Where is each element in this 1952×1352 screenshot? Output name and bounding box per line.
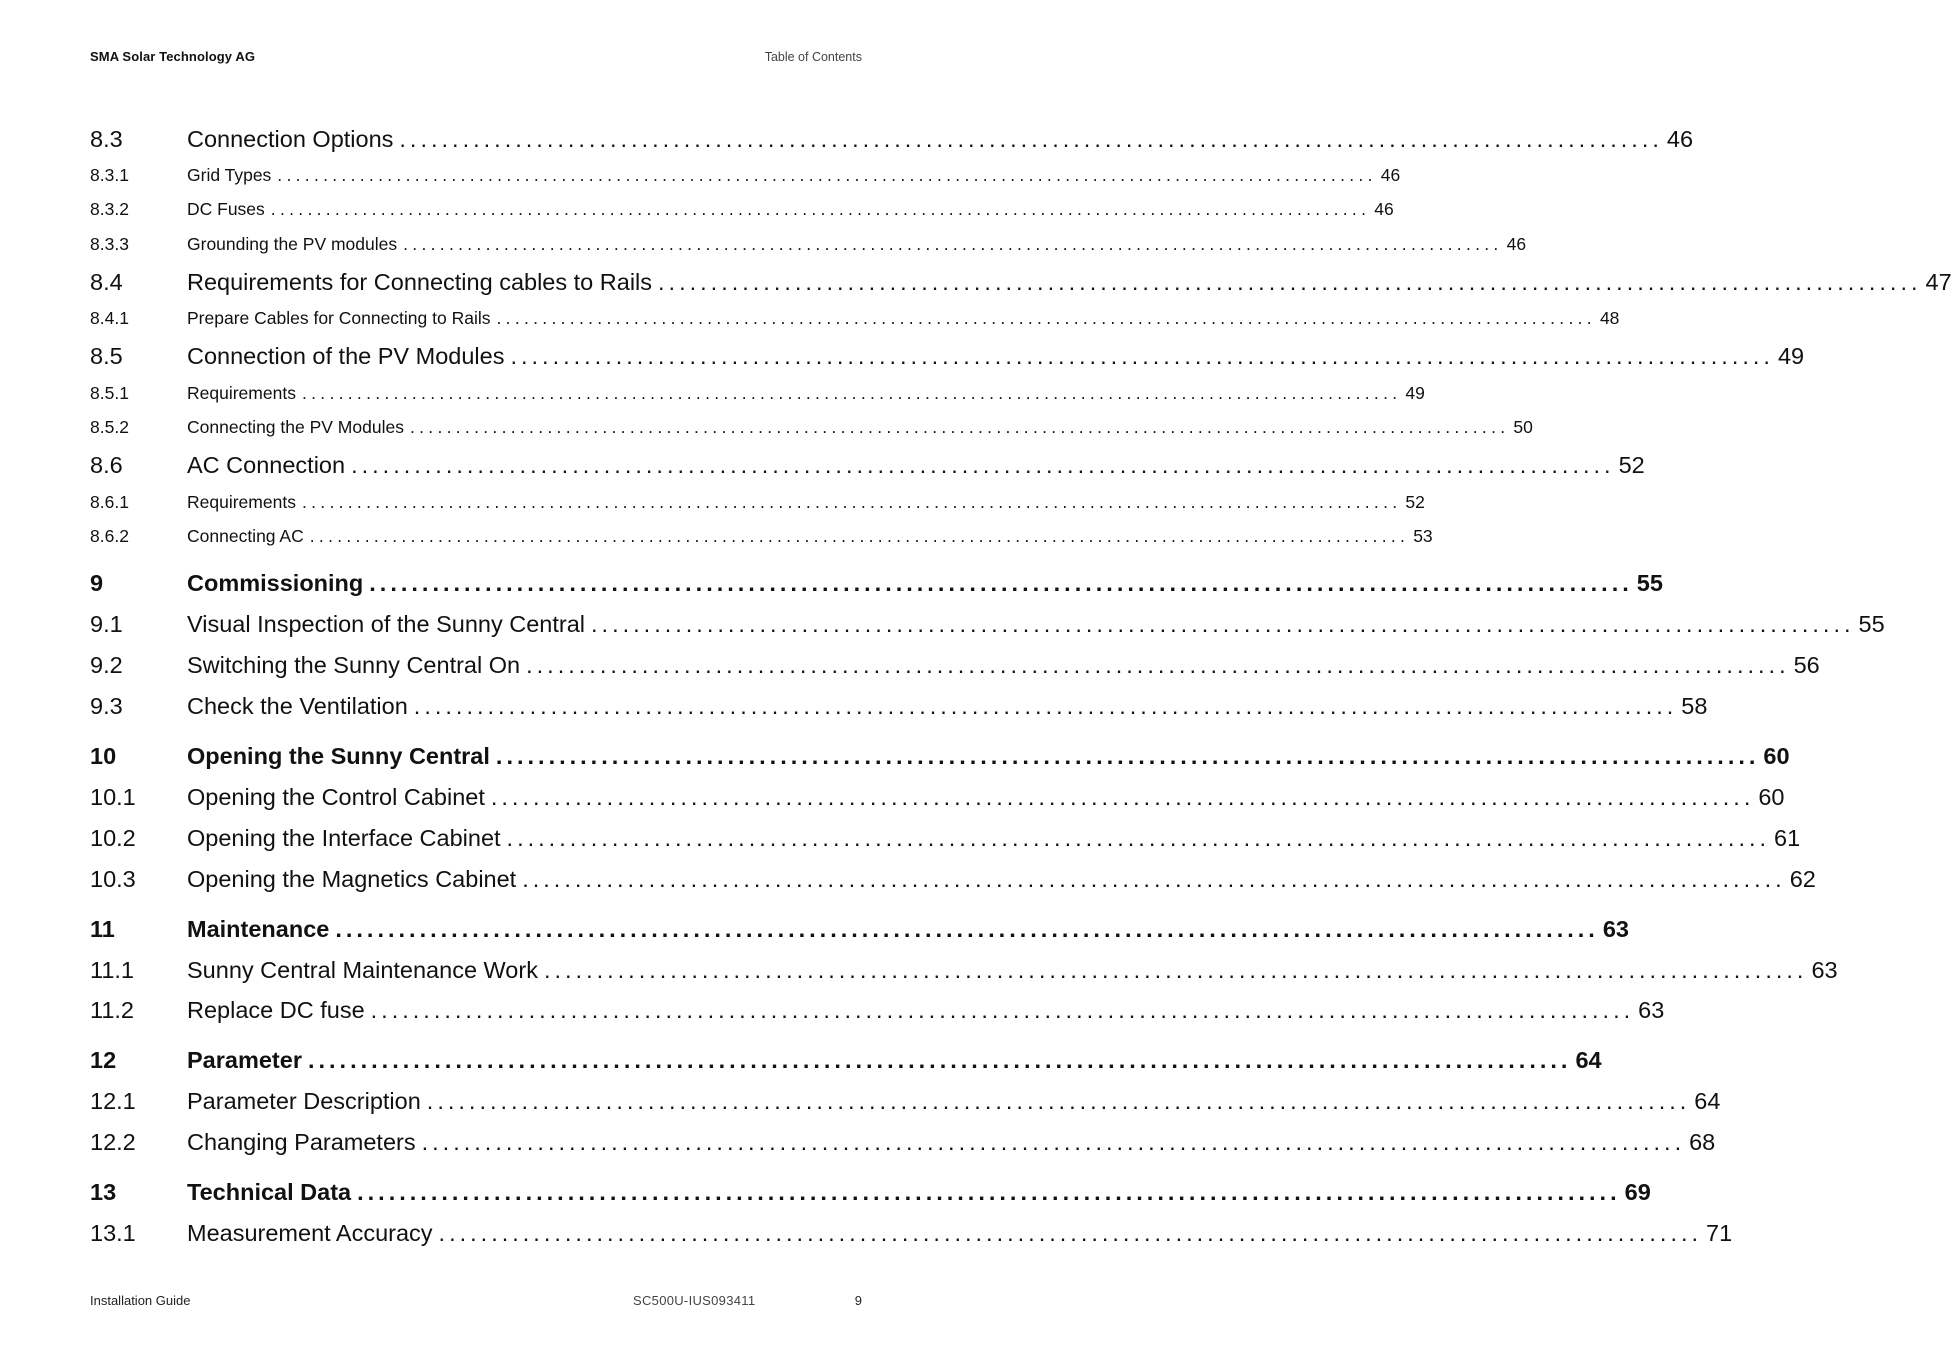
toc-dot-leader: ........................................................................................................................ [438,1220,1703,1246]
toc-entry-title: Check the Ventilation [187,693,408,719]
toc-entry-page: 62 [1789,866,1816,892]
toc-entry-number: 12.1 [90,1088,136,1114]
toc-dot-leader: ........................................................................................................................ [495,743,1760,769]
toc-entry-number: 8.4.1 [90,308,129,328]
toc-dot-leader: ........................................................................................................................ [335,916,1599,942]
toc-entry-title: Connecting the PV Modules [187,417,404,437]
toc-entry-title: Measurement Accuracy [187,1220,433,1246]
toc-entry-number: 12.2 [90,1129,136,1155]
toc-dot-leader: ........................................................................................................................ [490,784,1755,810]
toc-entry-number: 10.1 [90,784,136,810]
toc-entry[interactable] [90,269,1952,296]
toc-entry-number: 8.4 [90,269,123,295]
toc-entry-number: 9 [90,570,104,596]
toc-entry-number: 11.1 [90,957,134,983]
toc-entry-title: Visual Inspection of the Sunny Central [187,611,586,637]
toc-entry[interactable] [90,916,1629,943]
toc-entry-title: Connecting AC [187,526,304,546]
footer-doc-title: Installation Guide [90,1293,191,1308]
toc-entry-page: 49 [1405,383,1425,403]
toc-entry-page: 63 [1602,916,1629,942]
toc-entry[interactable] [90,234,1527,255]
toc-entry-number: 9.1 [90,611,123,637]
toc-entry-page: 46 [1666,126,1694,152]
toc-entry-title: Maintenance [187,916,330,942]
toc-entry-number: 8.6.2 [90,526,129,546]
toc-dot-leader: ........................................................................................................................ [301,383,1402,403]
toc-entry-title: Opening the Sunny Central [187,743,490,769]
toc-entry-title: Switching the Sunny Central On [187,652,521,678]
toc-entry-title: Parameter [187,1047,302,1073]
toc-entry-title: DC Fuses [187,199,265,219]
toc-entry[interactable] [90,1047,1602,1074]
toc-entry-number: 8.5.2 [90,417,129,437]
toc-dot-leader: ........................................................................................................................ [351,452,1615,478]
toc-entry-page: 64 [1575,1047,1602,1073]
toc-dot-leader: ........................................................................................................................ [301,492,1402,512]
toc-entry-number: 10.2 [90,825,136,851]
toc-dot-leader: ........................................................................................................................ [413,693,1678,719]
toc-entry-number: 12 [90,1047,117,1073]
toc-entry[interactable] [90,308,1620,329]
toc-entry[interactable] [90,570,1663,597]
toc-entry[interactable] [90,126,1694,153]
toc-entry[interactable] [90,1088,1721,1115]
toc-entry-title: Technical Data [187,1179,352,1205]
toc-entry-title: Connection of the PV Modules [187,343,505,369]
toc-entry-number: 8.3.2 [90,199,129,219]
toc-entry-page: 52 [1405,492,1425,512]
toc-entry-title: Prepare Cables for Connecting to Rails [187,308,491,328]
toc-entry-number: 8.3 [90,126,123,152]
toc-entry-title: Replace DC fuse [187,997,365,1023]
toc-entry-title: AC Connection [187,452,346,478]
toc-entry[interactable] [90,866,1816,893]
toc-entry[interactable] [90,693,1708,720]
toc-dot-leader: ........................................................................................................................ [510,343,1774,369]
toc-entry[interactable] [90,417,1533,438]
toc-dot-leader: ........................................................................................................................ [409,417,1510,437]
toc-entry-title: Opening the Magnetics Cabinet [187,866,517,892]
toc-entry[interactable] [90,452,1645,479]
toc-dot-leader: ........................................................................................................................ [591,611,1855,637]
toc-dot-leader: ........................................................................................................................ [307,1047,1572,1073]
toc-dot-leader: ........................................................................................................................ [421,1129,1686,1155]
toc-entry-page: 49 [1777,343,1805,369]
toc-entry[interactable] [90,611,1885,638]
toc-entry-page: 69 [1624,1179,1651,1205]
toc-entry[interactable] [90,1220,1733,1247]
toc-entry-number: 11.2 [90,997,134,1023]
toc-entry-page: 56 [1793,652,1820,678]
toc-entry-page: 68 [1689,1129,1716,1155]
toc-entry-title: Grid Types [187,165,272,185]
toc-entry[interactable] [90,1129,1716,1156]
header-section: Table of Contents [764,50,862,64]
toc-entry-number: 10.3 [90,866,136,892]
toc-entry-number: 9.3 [90,693,123,719]
toc-dot-leader: ........................................................................................................................ [369,570,1633,596]
toc-entry-page: 53 [1413,526,1433,546]
toc-entry-title: Sunny Central Maintenance Work [187,957,538,983]
toc-entry-title: Opening the Interface Cabinet [187,825,501,851]
toc-entry[interactable] [90,957,1838,984]
toc-entry-number: 8.6 [90,452,123,478]
toc-entry-title: Changing Parameters [187,1129,416,1155]
header-company: SMA Solar Technology AG [90,49,256,64]
toc-dot-leader: ........................................................................................................................ [543,957,1808,983]
toc-dot-leader: ........................................................................................................................ [522,866,1786,892]
footer-page-number: 9 [854,1293,862,1308]
toc-entry-title: Opening the Control Cabinet [187,784,485,810]
toc-dot-leader: ........................................................................................................................ [506,825,1771,851]
toc-entry-page: 47 [1925,269,1952,295]
toc-entry-page: 60 [1758,784,1785,810]
toc-entry-page: 46 [1380,165,1401,185]
toc-entry-number: 8.5 [90,343,123,369]
toc-dot-leader: ........................................................................................................................ [357,1179,1621,1205]
toc-entry-page: 64 [1694,1088,1721,1114]
footer-doc-code: SC500U-IUS093411 [633,1293,756,1308]
toc-entry-title: Grounding the PV modules [187,234,398,254]
toc-entry-page: 55 [1636,570,1663,596]
toc-entry[interactable] [90,652,1820,679]
toc-entry-page: 48 [1599,308,1620,328]
toc-entry-page: 61 [1774,825,1801,851]
toc-entry-title: Requirements [187,383,296,403]
toc-entry-number: 11 [90,916,115,942]
toc-entry[interactable] [90,997,1665,1024]
toc-entry-page: 63 [1638,997,1665,1023]
toc-entry-title: Connection Options [187,126,394,152]
toc-entry-page: 50 [1513,417,1533,437]
toc-entry-title: Requirements [187,492,296,512]
toc-dot-leader: ........................................................................................................................ [526,652,1790,678]
toc-entry-number: 13.1 [90,1220,136,1246]
toc-entry-number: 8.6.1 [90,492,129,512]
toc-entry[interactable] [90,1179,1651,1206]
toc-entry[interactable] [90,165,1401,186]
toc-entry-page: 46 [1374,199,1394,219]
toc-dot-leader: ........................................................................................................................ [399,126,1663,152]
toc-entry-number: 8.3.1 [90,165,129,185]
toc-dot-leader: ........................................................................................................................ [270,199,1371,219]
toc-entry-page: 71 [1706,1220,1733,1246]
toc-entry-title: Requirements for Connecting cables to Rails [187,269,653,295]
toc-entry-page: 52 [1618,452,1645,478]
toc-entry-number: 8.5.1 [90,383,129,403]
toc-dot-leader: ........................................................................................................................ [370,997,1635,1023]
toc-entry[interactable] [90,784,1785,811]
toc-entry[interactable] [90,526,1433,547]
toc-dot-leader: ........................................................................................................................ [426,1088,1691,1114]
toc-entry[interactable] [90,825,1801,852]
toc-entry-page: 60 [1763,743,1790,769]
toc-entry-page: 55 [1858,611,1885,637]
toc-entry-number: 9.2 [90,652,123,678]
toc-dot-leader: ........................................................................................................................ [496,308,1596,328]
toc-entry-number: 8.3.3 [90,234,129,254]
toc-entry-title: Commissioning [187,570,364,596]
toc-entry-number: 13 [90,1179,117,1205]
toc-entry[interactable] [90,743,1790,770]
toc-dot-leader: ........................................................................................................................ [658,269,1922,295]
toc-entry[interactable] [90,383,1425,404]
toc-dot-leader: ........................................................................................................................ [403,234,1503,254]
toc-entry-title: Parameter Description [187,1088,421,1114]
toc-entry-page: 58 [1681,693,1708,719]
toc-entry-page: 63 [1811,957,1838,983]
toc-entry-number: 10 [90,743,117,769]
toc-entry[interactable] [90,343,1805,370]
toc-dot-leader: ........................................................................................................................ [309,526,1410,546]
toc-entry[interactable] [90,199,1394,220]
toc-entry-page: 46 [1506,234,1527,254]
toc-dot-leader: ........................................................................................................................ [277,165,1377,185]
toc-entry[interactable] [90,492,1425,513]
